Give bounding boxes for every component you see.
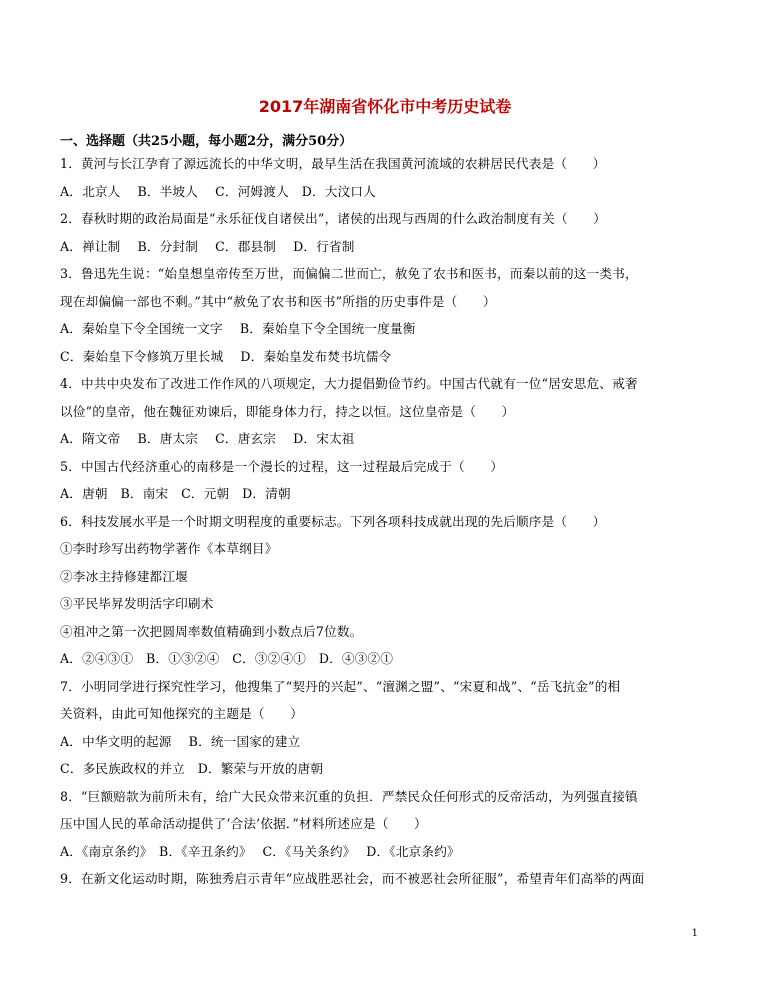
text-line: A．②④③① B．①③②④ C．③②④① D．④③②① — [60, 651, 394, 666]
text-line: 5．中国古代经济重心的南移是一个漫长的过程，这一过程最后完成于（ ） — [60, 458, 504, 474]
text-line: 2．春秋时期的政治局面是“永乐征伐自诸侯出”，诸侯的出现与西周的什么政治制度有关（ ） — [60, 211, 607, 226]
text-line: 1．黄河与长江孕育了源远流长的中华文明，最早生活在我国黄河流域的农耕居民代表是（ ） — [60, 156, 606, 171]
text-line: 4．中共中央发布了改进工作作风的八项规定，大力提倡勤俭节约。中国古代就有一位“居安思危、戒奢 — [60, 376, 638, 391]
text-line: 6．科技发展水平是一个时期文明程度的重要标志。下列各项科技成就出现的先后顺序是（ ） — [60, 513, 606, 529]
text-line: A．北京人 B．半坡人 C．河姆渡人 D．大汶口人 — [60, 183, 376, 199]
text-line: A．唐朝 B．南宋 C．元朝 D．清朝 — [60, 486, 291, 501]
text-line: ③平民毕昇发明活字印刷术 — [60, 596, 214, 611]
text-line: 3．鲁迅先生说：“始皇想皇帝传至万世，而偏偏二世而亡，赦免了农书和医书，而秦以前的这一类书， — [60, 266, 638, 281]
text-line: C．秦始皇下令修筑万里长城 D．秦始皇发布焚书坑儒令 — [60, 348, 392, 364]
text-line: 7．小明同学进行探究性学习，他搜集了“契丹的兴起”、“澶渊之盟”、“宋夏和战”、“岳飞抗金”的相 — [60, 678, 621, 694]
section-heading: 一、选择题（共25小题，每小题2分，满分50分） — [60, 134, 353, 149]
text-line: ②李冰主持修建都江堰 — [60, 568, 188, 584]
text-line: C．多民族政权的并立 D．繁荣与开放的唐朝 — [60, 761, 324, 776]
text-line: A．隋文帝 B．唐太宗 C．唐玄宗 D．宋太祖 — [60, 431, 355, 446]
question-list — [60, 155, 720, 898]
text-line: 以俭”的皇帝，他在魏征劝谏后，即能身体力行，持之以恒。这位皇帝是（ ） — [60, 403, 515, 419]
text-line: 关资料，由此可知他探究的主题是（ ） — [60, 706, 304, 721]
exam-title: 2017年湖南省怀化市中考历史试卷 — [258, 97, 512, 116]
text-line: A．禅让制 B．分封制 C．郡县制 D．行省制 — [60, 238, 355, 254]
page-number: 1 — [691, 928, 698, 939]
text-line: A．《南京条约》 B．《辛丑条约》 C．《马关条约》 D．《北京条约》 — [60, 843, 460, 859]
text-line: 压中国人民的革命活动提供了‘合法’依据．”材料所述应是（ ） — [60, 816, 427, 831]
text-line: ④祖冲之第一次把圆周率数值精确到小数点后7位数。 — [60, 623, 363, 639]
text-line: A．中华文明的起源 B．统一国家的建立 — [60, 733, 301, 749]
text-line: 现在却偏偏一部也不剩。”其中“赦免了农书和医书”所指的历史事件是（ ） — [60, 293, 496, 309]
text-line: 8．“巨额赔款为前所未有，给广大民众带来沉重的负担．严禁民众任何形式的反帝活动，为列强直接镇 — [60, 788, 638, 804]
text-line: A．秦始皇下令全国统一文字 B．秦始皇下令全国统一度量衡 — [60, 321, 416, 336]
text-line: 9．在新文化运动时期，陈独秀启示青年“应战胜恶社会，而不被恶社会所征服”，希望青年们高举的两面 — [60, 871, 645, 886]
text-line: ①李时珍写出药物学著作《本草纲目》 — [60, 541, 278, 556]
